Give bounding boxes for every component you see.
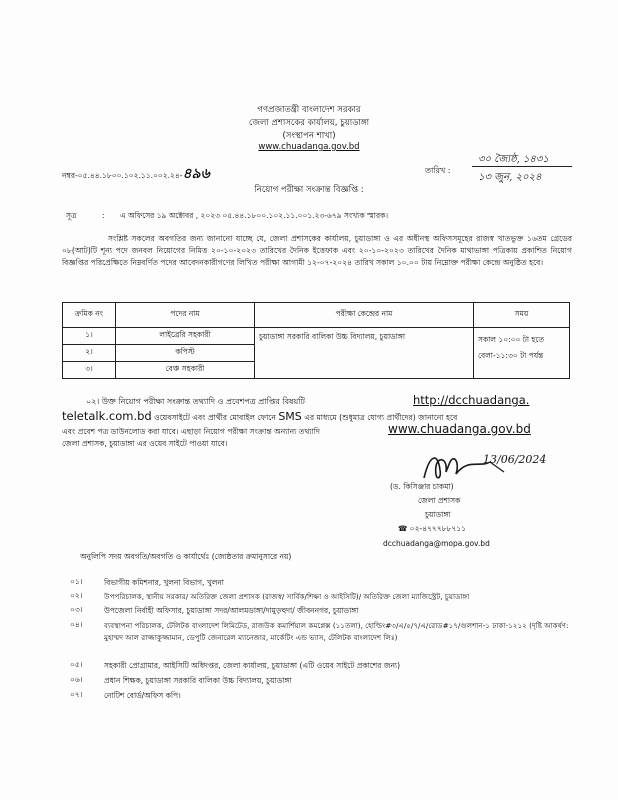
signatory-title: জেলা প্রশাসক xyxy=(418,496,461,505)
copy-no: ০১। xyxy=(70,577,83,586)
header-serial: ক্রমিক নং xyxy=(63,303,116,328)
para2-line1 xyxy=(86,396,305,409)
date-bangla: ৩০ জ্যৈষ্ঠ, ১৪৩১ xyxy=(478,154,549,165)
reference-text: এ অফিসের ১৯ অক্টোবর , ২০২৩ ০৫.৪৪.১৮০০.১০২.১১.০০১.২৩-৬৭৯ সংখ্যক স্মারক। xyxy=(120,211,389,220)
para2-line4: জেলা প্রশাসক, চুয়াডাঙ্গা এর ওয়েব সাইটে পাওয়া যাবে। xyxy=(62,439,228,448)
section-name: (সংস্থাপন শাখা) xyxy=(282,131,336,141)
date-label: তারিখ : xyxy=(425,166,451,175)
reference-label: সূত্র xyxy=(66,211,77,220)
row-post: কপিস্ট xyxy=(116,345,255,362)
copy-no: ০৬। xyxy=(70,675,83,684)
reference-colon: : xyxy=(102,211,105,220)
subject-line: নিয়োগ পরীক্ষা সংক্রান্ত বিজ্ঞপ্তি : xyxy=(254,185,364,195)
body-paragraph: সংশ্লিষ্ট সকলের অবগতির জন্য জানানো যাচ্ছে যে, জেলা প্রশাসকের কার্যালয়, চুয়াডাঙ্গা ও এর অধীনস্থ অফিসসমূহের রাজস্ব খাতভুক্ত ১৬তম গ্রেডের ০৮(আট)টি শূন্য পদে জনবল নিয়োগের নিমিত্ত ২০-১০-২০২৩ তারিখের দৈনিক ইত্তেফাক এবং ২০-১০-২০২৩ তারিখের দৈনিক মাথাভাঙ্গা পত্রিকায় প্রকাশিত নিয়োগ বিজ্ঞপ্তির পরিপ্রেক্ষিতে নিম্নবর্ণিত পদের আবেদনকারীগণের লিখিত পরীক্ষা আগামী ১২-০৭-২০২৪ তারিখ সকাল ১০.০০ টায় নিম্নোক্ত পরীক্ষা কেন্দ্রে অনুষ্ঠিত হবে। xyxy=(62,234,572,267)
table-header-row xyxy=(63,303,570,328)
memo-number-printed: নম্বর-০৫.৪৪.১৮০০.১০২.১১.০০২.২৪- xyxy=(62,171,183,180)
header-time: সময় xyxy=(474,303,570,328)
copy-item: উপপরিচালক, স্থানীয় সরকার/ অতিরিক্ত জেলা প্রশাসক (রাজস্ব/ সার্বিক/শিক্ষা ও আইসিটি)/ অতিরিক্ত জেলা ম্যাজিস্ট্রেট, চুয়াডাঙ্গা xyxy=(104,592,470,601)
header-center: পরীক্ষা কেন্দ্রের নাম xyxy=(255,303,474,328)
signatory-phone xyxy=(398,524,466,536)
para2-line3-text: এবং প্রবেশ পত্র ডাউনলোড করা যাবে। এছাড়া নিয়োগ পরীক্ষা সংক্রান্ত অন্যান্য তথ্যাদি xyxy=(62,427,320,436)
row-post: লাইব্রেরি সহকারী xyxy=(116,328,255,345)
para2-prefix: ০২। উক্ত নিয়োগ পরীক্ষা সংক্রান্ত তথ্যাদি ও প্রবেশপত্র প্রাপ্তির বিষয়টি xyxy=(86,397,305,406)
copy-no: ০৪। xyxy=(70,620,83,629)
copy-item: প্রধান শিক্ষক, চুয়াডাঙ্গা সরকারি বালিকা উচ্চ বিদ্যালয়, চুয়াডাঙ্গা xyxy=(104,676,292,685)
exam-time-start: সকাল ১০:০০ টা হতে xyxy=(478,335,544,344)
table-row xyxy=(63,328,570,345)
row-post: বেঞ্চ সহকারী xyxy=(116,362,255,379)
copy-item: নোটিশ বোর্ড/অফিস কপি। xyxy=(104,691,181,700)
copy-item: বিভাগীয় কমিশনার, খুলনা বিভাগ, খুলনা xyxy=(104,578,224,587)
header-website-link[interactable]: www.chuadanga.gov.bd xyxy=(258,142,360,152)
signatory-name: (ড. কিসিঞ্জার চাকমা) xyxy=(390,482,454,491)
copy-no: ০৩। xyxy=(70,605,83,614)
para2-mid: ওয়েবসাইটে এবং প্রার্থীর মোবাইল ফোনে xyxy=(154,413,276,422)
signatory-district: চুয়াডাঙ্গা xyxy=(425,510,451,519)
phone-icon: ☎ xyxy=(398,524,408,533)
copy-no: ০২। xyxy=(70,591,83,600)
signature-date: 13/06/2024 xyxy=(483,453,547,466)
govt-title: গণপ্রজাতন্ত্রী বাংলাদেশ সরকার xyxy=(257,105,361,115)
row-serial: ১। xyxy=(63,328,116,345)
portal-link-part1[interactable]: http://dcchuadanga. xyxy=(413,393,530,407)
para2-tail: এর মাধ্যমে (শুধুমাত্র যোগ্য প্রার্থীদের) জানানো হবে xyxy=(304,413,458,422)
sms-text: SMS xyxy=(278,410,302,423)
memo-number-handwritten: ৪৯৬ xyxy=(182,166,210,182)
district-website-link[interactable]: www.chuadanga.gov.bd xyxy=(388,422,531,436)
date-divider xyxy=(472,166,572,167)
copy-item: সহকারী প্রোগ্রামার, আইসিটি অধিদপ্তর, জেলা কার্যালয়, চুয়াডাঙ্গা (এটি ওয়েব সাইটে প্রকাশের জন্য) xyxy=(104,661,401,670)
header-post: পদের নাম xyxy=(116,303,255,328)
exam-center: চুয়াডাঙ্গা সরকারি বালিকা উচ্চ বিদ্যালয়, চুয়াডাঙ্গা xyxy=(255,328,474,379)
office-name: জেলা প্রশাসকের কার্যালয়, চুয়াডাঙ্গা xyxy=(248,118,370,128)
portal-link-part2[interactable]: teletalk.com.bd xyxy=(62,409,152,423)
copy-no: ০৫। xyxy=(70,660,83,669)
date-english: ১৩ জুন, ২০২৪ xyxy=(478,172,542,183)
exam-time-end: বেলা-১১:৩০ টা পর্যন্ত xyxy=(478,351,544,360)
signatory-email: dcchuadanga@mopa.gov.bd xyxy=(383,539,490,548)
phone-number: ০২-৪৭৭৭৮৮৭১১ xyxy=(409,524,467,533)
exam-time xyxy=(474,328,570,379)
copy-no: ০৭। xyxy=(70,690,83,699)
row-serial: ৩। xyxy=(63,362,116,379)
para2-line3 xyxy=(62,426,320,439)
exam-schedule-table xyxy=(62,302,570,379)
copy-item: ব্যবস্থাপনা পরিচালক, টেলিটক বাংলাদেশ লিমিটেড, রাজউক কমার্শিয়াল কমপ্লেক্স (১১তলা), হোল্ডিং#৩/এ/৫/৭/এ/রোড#১৭/গুলশান-১ ঢাকা-১২১২ (দৃষ্টি আকর্ষণ: মুহাম্মদ আল রাজ্জাকুজ্জামান, ডেপুটি জেনারেল ম্যানেজার, মার্কেটিং এন্ড ভ্যাস, টেলিটক বাংলাদেশ লিঃ) xyxy=(104,621,569,642)
row-serial: ২। xyxy=(63,345,116,362)
copy-heading: অনুলিপি সদয় অবগতি/অবগতি ও কার্যার্থেঃ (জ্যেষ্ঠতার ক্রমানুসারে নয়) xyxy=(80,552,292,561)
copy-item: উপজেলা নির্বাহী অফিসার, চুয়াডাঙ্গা সদর/আলমডাঙ্গা/দামুড়হুদা/ জীবননগর, চুয়াডাঙ্গা xyxy=(104,606,359,615)
